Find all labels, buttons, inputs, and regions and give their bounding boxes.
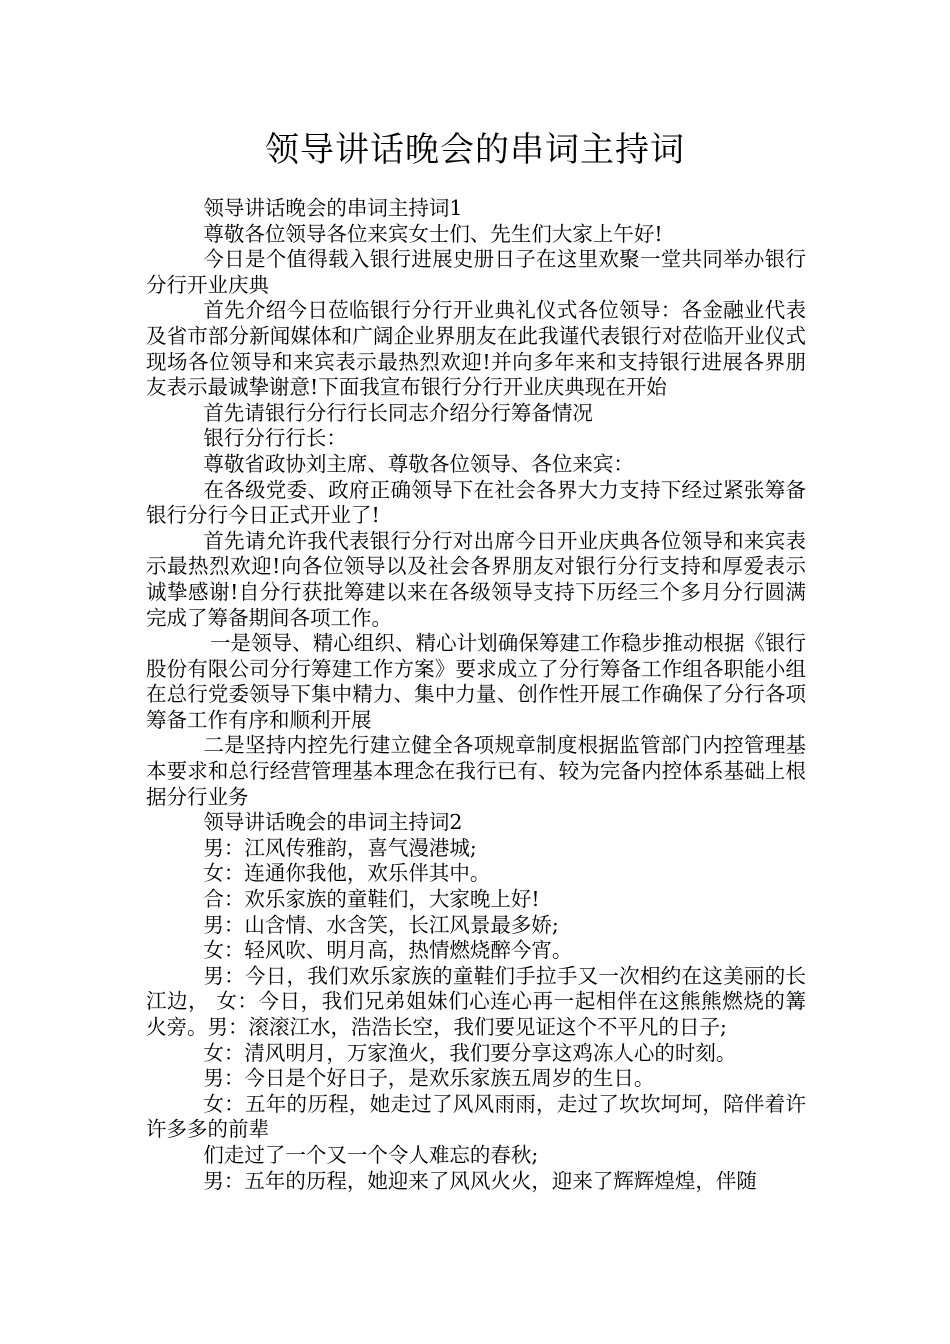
paragraph: 女：清风明月，万家渔火，我们要分享这鸡冻人心的时刻。 — [203, 1040, 737, 1065]
paragraph: 一是领导、精心组织、精心计划确保筹建工作稳步推动根据《银行股份有限公司分行筹建工作方案》要求成立了分行筹备工作组各职能小组在总行党委领导下集中精力、集中力量、创作性开展工作确保了分行各项筹备工作有序和顺利开展 — [146, 631, 806, 732]
paragraph: 男：今日是个好日子，是欢乐家族五周岁的生日。 — [203, 1066, 655, 1091]
paragraph: 女：轻风吹、明月高，热情燃烧醉今宵。 — [203, 938, 573, 963]
paragraph: 领导讲话晚会的串词主持词1 — [203, 196, 463, 220]
paragraph: 今日是个值得载入银行进展史册日子在这里欢聚一堂共同举办银行分行开业庆典 — [146, 247, 806, 297]
paragraph: 首先介绍今日莅临银行分行开业典礼仪式各位领导：各金融业代表及省市部分新闻媒体和广阔企业界朋友在此我谨代表银行对莅临开业仪式现场各位领导和来宾表示最热烈欢迎!并向多年来和支持银行进展各界朋友表示最诚挚谢意!下面我宣布银行分行开业庆典现在开始 — [146, 298, 806, 400]
document-body — [146, 196, 806, 1194]
paragraph: 合：欢乐家族的童鞋们，大家晚上好! — [203, 887, 540, 912]
document-title: 领导讲话晚会的串词主持词 — [265, 130, 685, 170]
paragraph: 男：五年的历程，她迎来了风风火火，迎来了辉辉煌煌，伴随 — [203, 1168, 757, 1193]
paragraph: 男：江风传雅韵，喜气漫港城; — [203, 835, 477, 860]
paragraph: 女：连通你我他，欢乐伴其中。 — [203, 861, 491, 886]
paragraph: 在各级党委、政府正确领导下在社会各界大力支持下经过紧张筹备银行分行今日正式开业了! — [146, 477, 806, 528]
paragraph: 尊敬省政协刘主席、尊敬各位领导、各位来宾： — [203, 451, 634, 476]
paragraph: 二是坚持内控先行建立健全各项规章制度根据监管部门内控管理基本要求和总行经营管理基本理念在我行已有、较为完备内控体系基础上根据分行业务 — [146, 733, 806, 809]
paragraph: 首先请允许我代表银行分行对出席今日开业庆典各位领导和来宾表示最热烈欢迎!向各位领导以及社会各界朋友对银行分行支持和厚爱表示诚挚感谢!自分行获批筹建以来在各级领导支持下历经三个多月分行圆满完成了筹备期间各项工作。 — [146, 528, 806, 630]
paragraph: 们走过了一个又一个令人难忘的春秋; — [203, 1142, 539, 1167]
paragraph: 银行分行行长： — [203, 426, 347, 451]
paragraph: 女：五年的历程，她走过了风风雨雨，走过了坎坎坷坷，陪伴着许许多多的前辈 — [146, 1091, 806, 1142]
paragraph: 领导讲话晚会的串词主持词2 — [203, 810, 463, 835]
paragraph: 首先请银行分行行长同志介绍分行筹备情况 — [203, 400, 593, 425]
paragraph: 男：山含情、水含笑，长江风景最多娇; — [203, 912, 559, 937]
paragraph: 男：今日，我们欢乐家族的童鞋们手拉手又一次相约在这美丽的长江边， 女：今日，我们兄弟姐妹们心连心再一起相伴在这熊熊燃烧的篝火旁。男：滚滚江水，浩浩长空，我们要见证这个不平凡的日子; — [146, 963, 806, 1039]
paragraph: 尊敬各位领导各位来宾女士们、先生们大家上午好! — [203, 221, 663, 246]
